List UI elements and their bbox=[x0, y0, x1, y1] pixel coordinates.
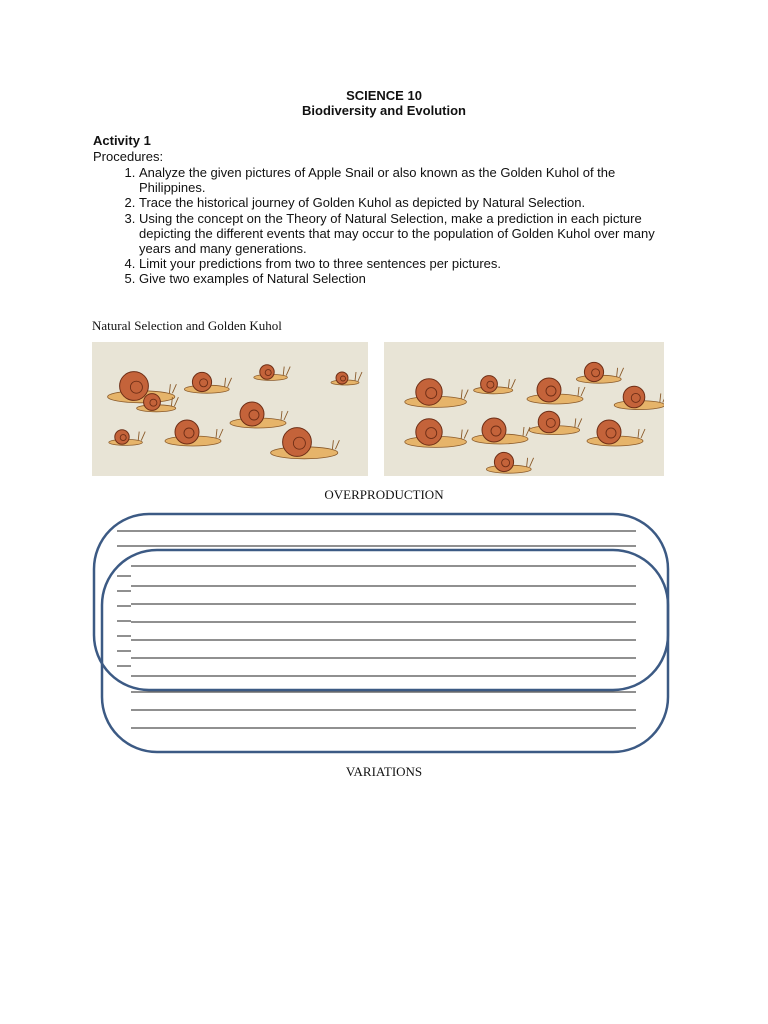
page-title-subject: SCIENCE 10 bbox=[346, 88, 422, 103]
snail-sketch bbox=[271, 428, 340, 459]
overproduction-label: OVERPRODUCTION bbox=[324, 487, 444, 502]
procedure-step: 4. Limit your predictions from two to three sentences per pictures. bbox=[139, 256, 669, 271]
snail-sketch bbox=[109, 430, 145, 446]
answer-box-variations bbox=[102, 550, 668, 752]
snail-sketch bbox=[230, 402, 288, 428]
variations-label: VARIATIONS bbox=[345, 764, 423, 779]
figure-caption: Natural Selection and Golden Kuhol bbox=[92, 318, 282, 333]
procedure-list bbox=[93, 165, 669, 287]
page-title-topic: Biodiversity and Evolution bbox=[302, 103, 466, 118]
snail-sketch bbox=[474, 376, 516, 394]
snail-sketch bbox=[331, 372, 362, 385]
snail-sketch bbox=[184, 372, 231, 393]
procedure-step: 1. Analyze the given pictures of Apple Snail or also known as the Golden Kuhol of the Philippines. bbox=[139, 165, 669, 195]
snail-sketch bbox=[576, 362, 623, 383]
snail-sketch bbox=[486, 452, 533, 473]
procedure-step: 5. Give two examples of Natural Selection bbox=[139, 271, 669, 286]
answer-lines-overproduction bbox=[117, 531, 636, 666]
activity-heading: Activity 1 bbox=[93, 133, 151, 148]
procedures-label: Procedures: bbox=[93, 149, 164, 164]
answer-lines-variations bbox=[131, 566, 636, 728]
snail-sketch bbox=[254, 365, 290, 381]
snail-drawing-photo-2 bbox=[384, 342, 664, 476]
procedure-step: 3. Using the concept on the Theory of Natural Selection, make a prediction in each picture depicting the different events that may occur to the population of Golden Kuhol over many years and many generations. bbox=[139, 211, 669, 257]
snail-sketch bbox=[405, 419, 468, 448]
snail-sketch bbox=[165, 420, 223, 446]
snail-drawing-photo-1 bbox=[92, 342, 368, 476]
procedure-step: 2. Trace the historical journey of Golden Kuhol as depicted by Natural Selection. bbox=[139, 195, 669, 210]
snail-sketch bbox=[529, 411, 582, 434]
snail-sketch bbox=[587, 420, 645, 446]
snail-sketch bbox=[527, 378, 585, 404]
snail-sketch bbox=[614, 386, 664, 409]
snail-sketch bbox=[472, 418, 530, 444]
snail-sketch bbox=[405, 379, 468, 408]
answer-box-overproduction bbox=[94, 514, 668, 690]
snail-sketch bbox=[108, 372, 177, 403]
